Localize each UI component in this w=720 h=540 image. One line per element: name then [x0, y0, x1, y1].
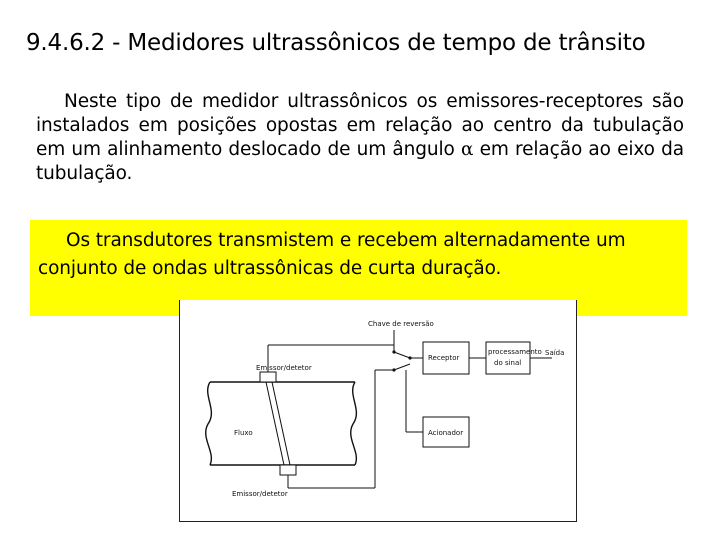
label-flow: Fluxo: [234, 429, 253, 437]
label-driver: Acionador: [428, 429, 464, 437]
diagram-svg: [180, 300, 576, 521]
label-processing-2: do sinal: [494, 359, 522, 367]
flowmeter-diagram: [179, 300, 577, 522]
acoustic-path: [266, 382, 290, 465]
top-transducer: [260, 372, 276, 382]
alpha-symbol: α: [460, 139, 474, 160]
slide-title: 9.4.6.2 - Medidores ultrassônicos de tempo de trânsito: [26, 30, 646, 56]
label-output: Saída: [545, 349, 565, 357]
processing-block: [486, 342, 530, 374]
label-receiver: Receptor: [428, 354, 460, 362]
bottom-transducer: [280, 465, 296, 475]
label-reversing-switch: Chave de reversão: [368, 320, 434, 328]
label-processing-1: processamento: [488, 348, 542, 356]
description-paragraph: [36, 90, 684, 186]
paragraph-text-start: Neste tipo de medidor ultrassônicos os emissores-receptores são instalados em posições opostas em relação ao centro da tubulação em um alinhamento deslocado de um ângulo: [36, 91, 684, 160]
switch-contacts: [392, 350, 411, 371]
label-emitter-top: Emissor/detetor: [256, 364, 312, 372]
label-emitter-bottom: Emissor/detetor: [232, 490, 288, 498]
highlight-text: Os transdutores transmistem e recebem alternadamente um conjunto de ondas ultrassônicas de curta duração.: [38, 230, 626, 279]
paragraph-text-end: em relação ao eixo da tubulação.: [36, 139, 684, 184]
